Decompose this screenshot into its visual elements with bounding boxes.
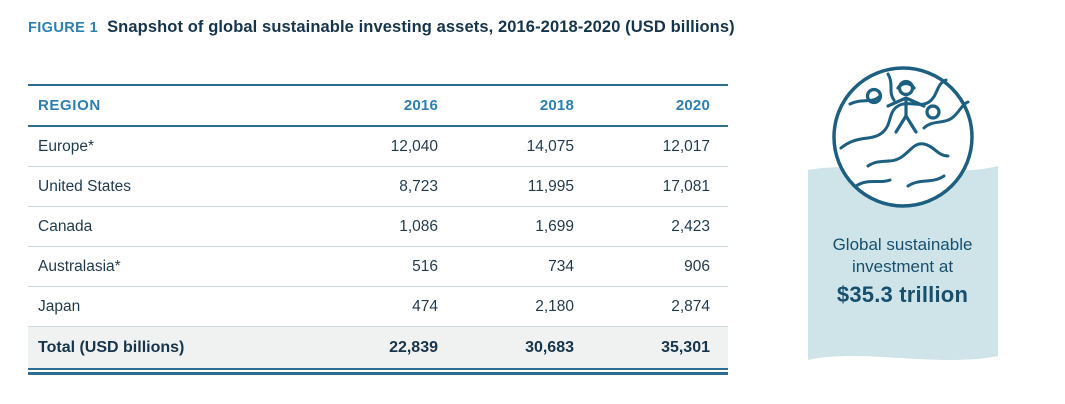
cell-2020: 2,423 xyxy=(592,207,728,247)
figure-heading xyxy=(28,18,735,37)
cell-2020: 2,874 xyxy=(592,287,728,327)
cell-2020: 12,017 xyxy=(592,126,728,167)
table-header xyxy=(28,85,728,126)
callout-line-1: Global sustainable xyxy=(832,235,973,254)
table-row xyxy=(28,287,728,327)
cell-2018: 14,075 xyxy=(456,126,592,167)
table-row xyxy=(28,207,728,247)
cell-region: Australasia* xyxy=(28,247,320,287)
globe-people-icon xyxy=(828,62,978,212)
cell-region: Canada xyxy=(28,207,320,247)
total-2016: 22,839 xyxy=(320,327,456,370)
cell-2016: 8,723 xyxy=(320,167,456,207)
assets-table-wrapper xyxy=(28,84,728,370)
cell-region: Europe* xyxy=(28,126,320,167)
cell-2016: 474 xyxy=(320,287,456,327)
table-row xyxy=(28,126,728,167)
table-footer xyxy=(28,327,728,370)
cell-2020: 17,081 xyxy=(592,167,728,207)
callout-line-2: investment at xyxy=(851,257,954,277)
total-label: Total (USD billions) xyxy=(28,327,320,370)
callout-panel xyxy=(800,62,1005,368)
callout-caption xyxy=(800,234,1005,309)
table-bottom-rule xyxy=(28,372,728,375)
assets-table xyxy=(28,84,728,370)
cell-2016: 1,086 xyxy=(320,207,456,247)
table-row xyxy=(28,167,728,207)
table-header-row xyxy=(28,85,728,126)
table-total-row xyxy=(28,327,728,370)
figure-title: Snapshot of global sustainable investing assets, 2016-2018-2020 (USD billions) xyxy=(107,18,735,36)
figure-label: FIGURE 1 xyxy=(28,20,99,36)
cell-2016: 516 xyxy=(320,247,456,287)
total-2020: 35,301 xyxy=(592,327,728,370)
column-header-2018: 2018 xyxy=(456,85,592,126)
cell-2018: 1,699 xyxy=(456,207,592,247)
cell-region: United States xyxy=(28,167,320,207)
callout-amount: $35.3 trillion xyxy=(836,281,969,307)
table-body xyxy=(28,126,728,327)
cell-2018: 734 xyxy=(456,247,592,287)
total-2018: 30,683 xyxy=(456,327,592,370)
cell-region: Japan xyxy=(28,287,320,327)
cell-2020: 906 xyxy=(592,247,728,287)
cell-2018: 2,180 xyxy=(456,287,592,327)
column-header-region: REGION xyxy=(28,85,320,126)
table-row xyxy=(28,247,728,287)
column-header-2020: 2020 xyxy=(592,85,728,126)
cell-2016: 12,040 xyxy=(320,126,456,167)
cell-2018: 11,995 xyxy=(456,167,592,207)
column-header-2016: 2016 xyxy=(320,85,456,126)
